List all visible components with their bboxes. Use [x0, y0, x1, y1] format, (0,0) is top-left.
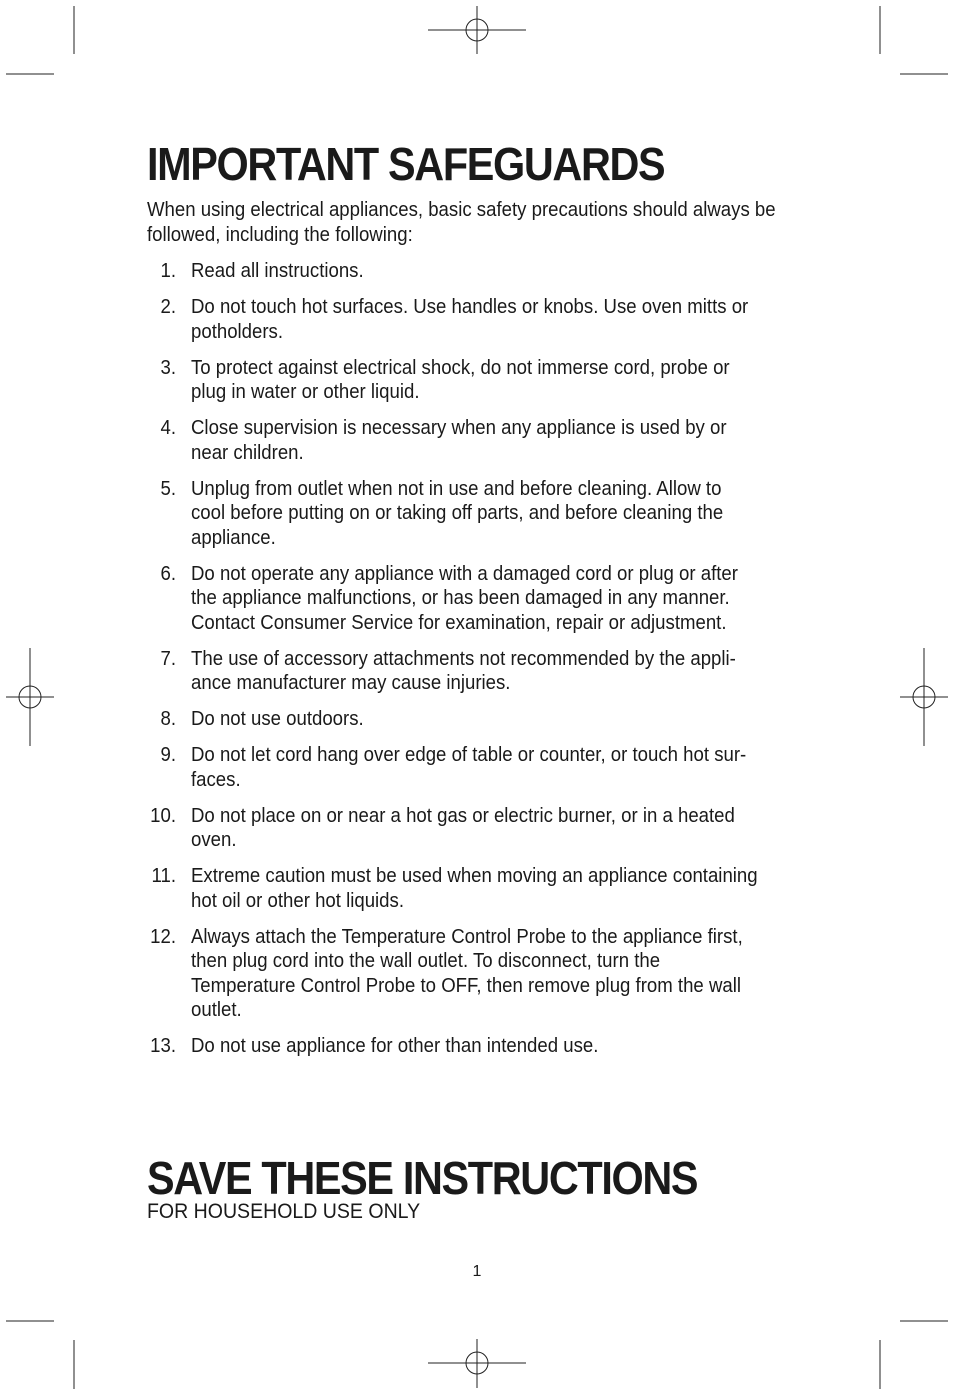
safeguard-list — [147, 259, 812, 1059]
list-item-text: Do not use appliance for other than intended use. — [191, 1035, 599, 1057]
list-item — [147, 356, 812, 405]
list-item — [147, 647, 812, 696]
list-item-text: To protect against electrical shock, do not immerse cord, probe or plug in water or other liquid. — [191, 356, 730, 403]
list-item-number: 11. — [151, 865, 176, 887]
list-item-number: 8. — [160, 708, 176, 730]
list-item-number: 6. — [160, 562, 176, 585]
list-item — [147, 562, 812, 636]
list-item-number: 3. — [160, 356, 176, 379]
list-item-text: Read all instructions. — [191, 260, 364, 282]
list-item — [147, 707, 812, 732]
list-item-text: Do not let cord hang over edge of table or counter, or touch hot sur- faces. — [191, 744, 747, 791]
list-item-text: Do not use outdoors. — [191, 708, 364, 730]
list-item — [147, 295, 812, 344]
list-item-number: 10. — [150, 804, 176, 827]
list-item — [147, 743, 812, 792]
safeguards-section — [147, 135, 812, 1070]
page-number: 1 — [472, 1263, 482, 1280]
list-item — [147, 864, 812, 913]
list-item-text: Extreme caution must be used when moving an appliance containing hot oil or other hot liquids. — [191, 865, 758, 912]
list-item-number: 9. — [160, 744, 176, 766]
list-item-text: Unplug from outlet when not in use and before cleaning. Allow to cool before putting on or taking off parts, and before cleaning the appliance. — [191, 477, 724, 549]
registration-mark-top — [428, 6, 526, 54]
save-instructions-heading: SAVE THESE INSTRUCTIONS — [147, 1152, 698, 1204]
registration-mark-right — [900, 648, 948, 746]
list-item-text: Always attach the Temperature Control Probe to the appliance first, then plug cord into the wall outlet. To disconnect, turn the Temperature Control Probe to OFF, then remove plug from the wall outlet. — [191, 925, 743, 1021]
list-item-number: 13. — [150, 1035, 176, 1057]
registration-mark-left — [6, 648, 54, 746]
list-item-number: 5. — [160, 477, 176, 500]
list-item — [147, 416, 812, 465]
household-use-note: FOR HOUSEHOLD USE ONLY — [147, 1200, 421, 1223]
list-item — [147, 477, 812, 551]
list-item-text: Do not touch hot surfaces. Use handles or knobs. Use oven mitts or potholders. — [191, 296, 749, 343]
list-item-text: Close supervision is necessary when any appliance is used by or near children. — [191, 417, 727, 464]
list-item-number: 12. — [150, 925, 176, 948]
list-item-number: 1. — [160, 260, 176, 282]
list-item-number: 4. — [160, 417, 176, 439]
page-title: IMPORTANT SAFEGUARDS — [147, 138, 665, 190]
list-item — [147, 1034, 812, 1059]
list-item — [147, 804, 812, 853]
list-item-text: Do not place on or near a hot gas or electric burner, or in a heated oven. — [191, 804, 735, 851]
list-item — [147, 925, 812, 1023]
registration-mark-bottom — [428, 1339, 526, 1388]
intro-paragraph: When using electrical appliances, basic safety precautions should always be followed, including the following: — [147, 199, 776, 246]
list-item-text: Do not operate any appliance with a damaged cord or plug or after the appliance malfunctions, or has been damaged in any manner. Contact Consumer Service for examination, repair or adjustment. — [191, 562, 738, 634]
list-item — [147, 259, 812, 284]
list-item-number: 7. — [160, 647, 176, 670]
list-item-text: The use of accessory attachments not recommended by the appli- ance manufacturer may cause injuries. — [191, 647, 736, 694]
list-item-number: 2. — [160, 296, 176, 318]
